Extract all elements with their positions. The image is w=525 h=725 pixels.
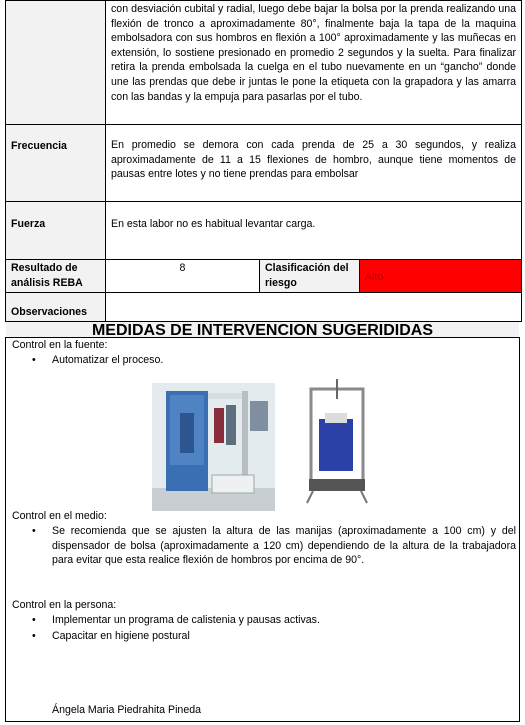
task-description: con desviación cubital y radial, luego debe bajar la bolsa por la prenda realizando una flexión de tronco a aproximadamente 80°, finalmente baja la tapa de la maquina embolsadora con sus hombros en flexión a 100° aproximadamente y las muñecas en extensión, lo sostiene presionado en promedio 2 segundos y la suelta. Para finalizar retira la prenda embolsada la cuelga en el tubo nuevamente en un “gancho” donde une las prendas que debe ir juntas le pone la etiqueta con la grapadora y las amarra con las bandas y la empuja para pasarlas por el tubo. (106, 1, 522, 125)
observaciones-label: Observaciones (6, 293, 106, 322)
observaciones-text (106, 293, 522, 322)
control-fuente-item-text: Automatizar el proceso. (52, 354, 164, 366)
frecuencia-label: Frecuencia (6, 125, 106, 202)
bullet-icon: • (32, 630, 36, 642)
risk-class-label: Clasificación del riesgo (260, 260, 360, 293)
bagging-unit-photo (297, 379, 377, 506)
upper-label-cell (6, 1, 106, 125)
control-persona-item-text: Capacitar en higiene postural (52, 630, 190, 642)
control-persona-item-text: Implementar un programa de calistenia y pausas activas. (52, 614, 320, 626)
reba-value: 8 (106, 260, 260, 293)
section-title: MEDIDAS DE INTERVENCION SUGERIDIDAS (6, 322, 519, 337)
control-fuente-heading: Control en la fuente: (12, 339, 108, 351)
control-medio-heading: Control en el medio: (12, 510, 107, 522)
assessment-table (5, 0, 522, 322)
bullet-icon: • (32, 354, 36, 366)
bagging-machine-photo (152, 383, 275, 511)
fuerza-label: Fuerza (6, 202, 106, 260)
reba-label: Resultado de análisis REBA (6, 260, 106, 293)
bullet-icon: • (32, 614, 36, 626)
frecuencia-text: En promedio se demora con cada prenda de 25 a 30 segundos, y realiza aproximadamente de 11 a 15 flexiones de hombro, aunque tiene momentos de pausas entre lotes y no tiene prendas para embolsar (106, 125, 522, 202)
risk-class-value: Alto (360, 260, 522, 293)
bullet-icon: • (32, 525, 36, 537)
control-persona-heading: Control en la persona: (12, 599, 117, 611)
fuerza-text: En esta labor no es habitual levantar carga. (106, 202, 522, 260)
signature-name: Ángela Maria Piedrahita Pineda (52, 704, 201, 716)
control-medio-item (32, 524, 516, 569)
control-medio-item-text: Se recomienda que se ajusten la altura de las manijas (aproximadamente a 100 cm) y del dispensador de bolsa (aproximadamente a 120 cm) dependiendo de la altura de la trabajadora para evitar que esta realice flexión de hombros por encima de 90°. (52, 525, 516, 566)
